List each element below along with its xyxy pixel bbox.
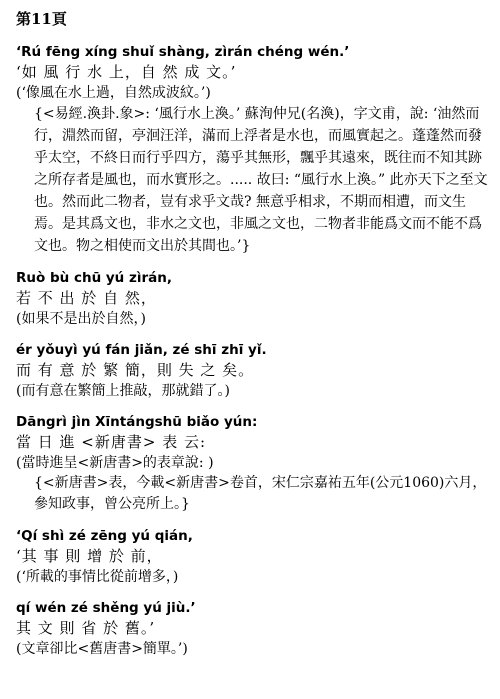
entry-block: [16, 269, 488, 329]
page-number: 第11頁: [16, 10, 67, 28]
entry-block: [16, 527, 488, 587]
chinese-line: 而 有 意 於 繁 簡，則 失 之 矣。: [16, 361, 255, 379]
gloss-line: (如果不是出於自然，): [16, 311, 146, 327]
entry-block: [16, 341, 488, 401]
pinyin-line: ‘Qí shì zé zēng yú qián,: [16, 528, 193, 544]
pinyin-line: ‘Rú fēng xíng shuǐ shàng, zìrán chéng wén.’: [16, 44, 350, 60]
annotation-note: {<易經.渙卦.象>: ‘風行水上渙。’ 蘇洵仲兄(名渙)，字文甫，說: ‘油然而行，淵然而留，亭洄汪洋，滿而上浮者是水也，而風實起之。蓬蓬然而發乎太空，不終日而行乎四方，蕩乎其無形，飄乎其遠來，既往而不知其跡之所存者是風也，而水實形之。..... 故曰: “風行水上渙。” 此亦天下之至文也。然而此二物者，豈有求乎文哉? 無意乎相求，不期而相遭，而文生焉。是其爲文也，非水之文也，非風之文也，二物者非能爲文而不能不爲文也。物之相使而文出於其間也。’}: [34, 106, 488, 254]
pinyin-line: qí wén zé shěng yú jiù.’: [16, 600, 196, 616]
chinese-line: ‘如 風 行 水 上，自 然 成 文。’: [16, 63, 237, 81]
gloss-line: (‘所載的事情比從前增多，): [16, 569, 179, 585]
gloss-line: (當時進呈<新唐書>的表章說: ): [16, 455, 214, 471]
entry-block: [16, 599, 488, 659]
pinyin-line: Dāngrì jìn Xīntángshū biǎo yún:: [16, 414, 258, 430]
chinese-line: ‘其 事 則 增 於 前，: [16, 547, 163, 565]
entry-block: [16, 413, 488, 515]
entry-block: [16, 43, 488, 257]
gloss-line: (而有意在繁簡上推敲，那就錯了。): [16, 383, 230, 399]
pinyin-line: ér yǒuyì yú fán jiǎn, zé shī zhī yǐ.: [16, 342, 267, 358]
pinyin-line: Ruò bù chū yú zìrán,: [16, 270, 172, 286]
gloss-line: (‘像風在水上過，自然成波紋。’): [16, 85, 211, 101]
annotation-note: {<新唐書>表，今載<新唐書>卷首，宋仁宗嘉祐五年(公元1060)六月，參知政事，曾公亮所上。}: [34, 475, 487, 512]
chinese-line: 若 不 出 於 自 然，: [16, 289, 157, 307]
gloss-line: (文章卻比<舊唐書>簡單。’): [16, 641, 188, 657]
chinese-line: 其 文 則 省 於 舊。’: [16, 619, 156, 637]
chinese-line: 當 日 進 <新唐書> 表 云:: [16, 433, 207, 451]
